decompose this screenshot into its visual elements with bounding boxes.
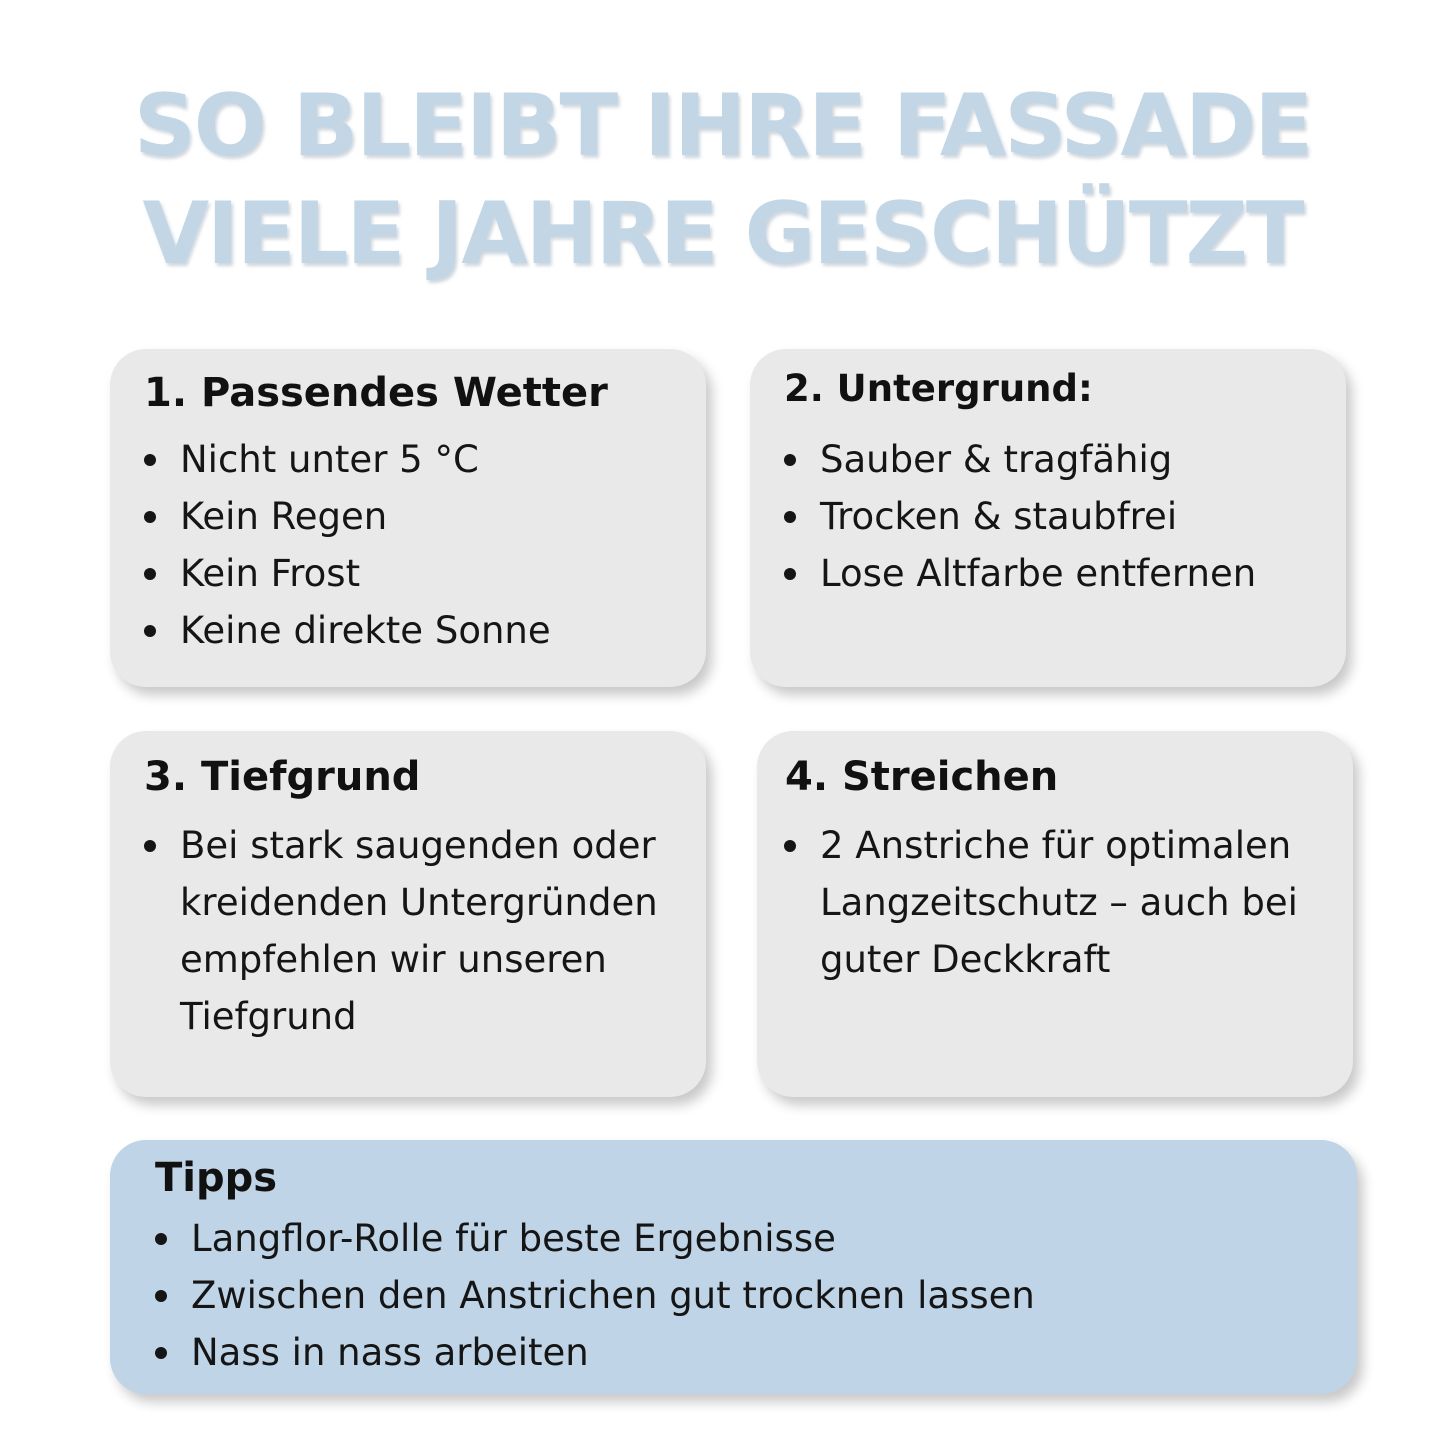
list-item: Kein Regen [144, 488, 684, 545]
card-title: 4. Streichen [785, 754, 1059, 800]
list-item: Sauber & tragfähig [784, 431, 1332, 488]
card-primer [110, 731, 706, 1097]
card-substrate [750, 349, 1346, 687]
list-item: Trocken & staubfrei [784, 488, 1332, 545]
card-painting [757, 731, 1353, 1097]
list-item: Lose Altfarbe entfernen [784, 545, 1332, 602]
list-item: Langflor-Rolle für beste Ergebnisse [155, 1210, 1315, 1267]
tips-list [155, 1210, 1315, 1381]
card-list [784, 431, 1332, 602]
page-title-line-2: VIELE JAHRE GESCHÜTZT [142, 184, 1303, 284]
card-list [784, 817, 1346, 988]
tips-box [110, 1140, 1357, 1394]
card-list [144, 431, 684, 659]
list-item: Nass in nass arbeiten [155, 1324, 1315, 1381]
card-title: 1. Passendes Wetter [144, 370, 608, 416]
list-item: Zwischen den Anstrichen gut trocknen lassen [155, 1267, 1315, 1324]
card-title: 3. Tiefgrund [144, 754, 421, 800]
list-item: 2 Anstriche für optimalen Langzeitschutz – auch bei guter Deckkraft [784, 817, 1346, 988]
card-list [144, 817, 696, 1045]
list-item: Keine direkte Sonne [144, 602, 684, 659]
tips-title: Tipps [155, 1155, 278, 1201]
card-title: 2. Untergrund: [784, 367, 1093, 410]
list-item: Nicht unter 5 °C [144, 431, 684, 488]
card-weather [110, 349, 706, 687]
list-item: Kein Frost [144, 545, 684, 602]
page-title-line-1: SO BLEIBT IHRE FASSADE [133, 76, 1312, 176]
list-item: Bei stark saugenden oder kreidenden Untergründen empfehlen wir unseren Tiefgrund [144, 817, 696, 1045]
page-title [0, 72, 1445, 288]
